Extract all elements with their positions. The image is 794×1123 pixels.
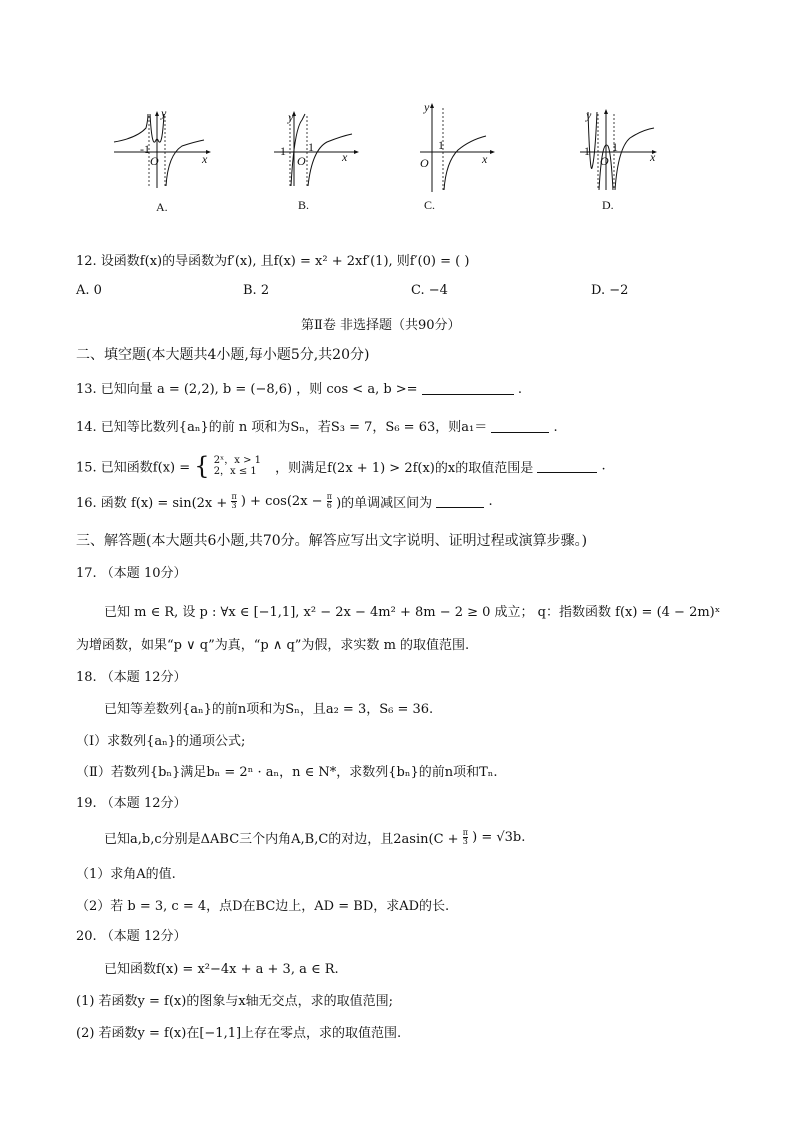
q12-option-c: C. −4 <box>411 283 448 298</box>
q16 <box>76 492 493 511</box>
q16-end: . <box>488 494 493 509</box>
q15-end: . <box>601 458 606 474</box>
q15-brace: { <box>194 452 210 480</box>
q15-middle: ，则满足f(2x + 1) > 2f(x)的x的取值范围是 <box>275 460 534 476</box>
graph-a-origin: O <box>150 154 159 168</box>
q20-heading: 20. （本题 12分） <box>76 929 187 944</box>
graph-a-label: A. <box>156 200 168 214</box>
graph-c-x: x <box>482 152 488 166</box>
part2-title: 第Ⅱ卷 非选择题（共90分） <box>301 318 461 333</box>
q14-text: 14. 已知等比数列{aₙ}的前 n 项和为Sₙ，若S₃ = 7，S₆ = 63，则a₁＝ <box>76 420 488 435</box>
section3-heading: 三、解答题(本大题共6小题,共70分。解答应写出文字说明、证明过程或演算步骤。) <box>76 533 588 549</box>
q18-line-3: （Ⅱ）若数列{bₙ}满足bₙ = 2ⁿ · aₙ，n ∈ N*，求数列{bₙ}的前n项和Tₙ. <box>76 765 498 780</box>
graph-c-tick: 1 <box>438 138 444 152</box>
graph-b-x: x <box>342 150 348 164</box>
q18-heading: 18. （本题 12分） <box>76 670 187 685</box>
q15 <box>76 452 606 480</box>
graph-d-tick-neg: -1 <box>580 144 590 158</box>
graph-c-y: y <box>424 100 430 114</box>
q20-line-2: (1) 若函数y = f(x)的图象与x轴无交点，求的取值范围; <box>76 994 394 1009</box>
q19-fraction <box>463 829 468 846</box>
q18-line-2: （Ⅰ）求数列{aₙ}的通项公式; <box>76 734 246 749</box>
q13-answer-blank[interactable] <box>422 382 514 395</box>
graph-c <box>418 102 498 194</box>
q15-cases <box>214 455 261 477</box>
graph-a-x: x <box>202 152 208 166</box>
graph-b-tick-neg: -1 <box>276 144 286 158</box>
graph-b-origin: O <box>297 154 306 168</box>
q16-answer-blank[interactable] <box>436 495 484 508</box>
q17-heading: 17. （本题 10分） <box>76 566 187 581</box>
q16-frac2-num: π <box>326 492 332 501</box>
graph-d-origin: O <box>600 154 609 168</box>
q17-line-2: 为增函数，如果“p ∨ q”为真，“p ∧ q”为假，求实数 m 的取值范围. <box>76 638 470 653</box>
q16-middle: ) + cos(2x − <box>240 494 323 509</box>
q15-case-1: 2ˣ，x > 1 <box>213 455 262 466</box>
q19-line-2: （1）求角A的值. <box>76 867 176 882</box>
section2-heading: 二、填空题(本大题共4小题,每小题5分,共20分) <box>76 347 370 363</box>
q16-fraction-1 <box>231 493 236 510</box>
q19-text-b: ) = √3b. <box>472 830 526 845</box>
graph-d-tick-pos: 1 <box>612 140 618 154</box>
graph-c-origin: O <box>420 156 429 170</box>
q16-frac1-den: 3 <box>231 501 237 510</box>
graph-d-x: x <box>650 150 656 164</box>
graph-b-label: B. <box>298 198 310 212</box>
graph-a <box>112 110 212 190</box>
q16-fraction-2 <box>327 493 332 510</box>
q19-line-1 <box>104 828 525 847</box>
q17-line-1: 已知 m ∈ R, 设 p : ∀x ∈ [−1,1], x² − 2x − 4m² + 8m − 2 ≥ 0 成立； q：指数函数 f(x) = (4 − 2m)ˣ <box>104 605 721 620</box>
graph-d-y: y <box>586 108 592 122</box>
q15-text: 15. 已知函数f(x) = <box>76 460 191 476</box>
q16-frac1-num: π <box>231 492 237 501</box>
q19-line-3: （2）若 b = 3, c = 4，点D在BC边上，AD = BD，求AD的长. <box>76 899 450 914</box>
q19-text-a: 已知a,b,c分别是ΔABC三个内角A,B,C的对边，且2asin(C + <box>104 832 459 847</box>
q12-option-b: B. 2 <box>243 283 270 298</box>
graph-a-tick-neg: -1 <box>140 142 150 156</box>
q19-frac-den: 3 <box>462 837 468 846</box>
q18-line-1: 已知等差数列{aₙ}的前n项和为Sₙ，且a₂ = 3，S₆ = 36. <box>104 702 434 717</box>
graph-b-y: y <box>288 110 294 124</box>
q20-line-1: 已知函数f(x) = x²−4x + a + 3, a ∈ R. <box>104 962 339 977</box>
q15-case-2: 2，x ≤ 1 <box>213 466 257 477</box>
q16-frac2-den: 6 <box>326 501 332 510</box>
q14-answer-blank[interactable] <box>491 420 549 433</box>
graph-a-y: y <box>161 106 167 120</box>
graph-b-tick-pos: 1 <box>308 140 314 154</box>
q14-end: . <box>553 420 558 435</box>
q14 <box>76 416 558 435</box>
q16-text: 16. 函数 f(x) = sin(2x + <box>76 496 228 511</box>
q19-heading: 19. （本题 12分） <box>76 796 187 811</box>
q12-stem: 12. 设函数f(x)的导函数为f′(x), 且f(x) = x² + 2xf′(1), 则f′(0) = ( ) <box>76 254 470 269</box>
q16-tail: )的单调减区间为 <box>336 496 433 511</box>
q20-line-3: (2) 若函数y = f(x)在[−1,1]上存在零点，求的取值范围. <box>76 1026 402 1041</box>
q13 <box>76 378 522 397</box>
graph-d-label: D. <box>602 198 614 212</box>
q19-frac-num: π <box>462 828 468 837</box>
q13-text: 13. 已知向量 a = (2,2), b = (−8,6) ，则 cos < a, b >= <box>76 382 418 397</box>
graph-c-label: C. <box>424 198 436 212</box>
q12-option-a: A. 0 <box>76 283 102 298</box>
q15-answer-blank[interactable] <box>537 460 597 473</box>
q13-end: . <box>517 382 522 397</box>
q12-option-d: D. −2 <box>591 283 629 298</box>
